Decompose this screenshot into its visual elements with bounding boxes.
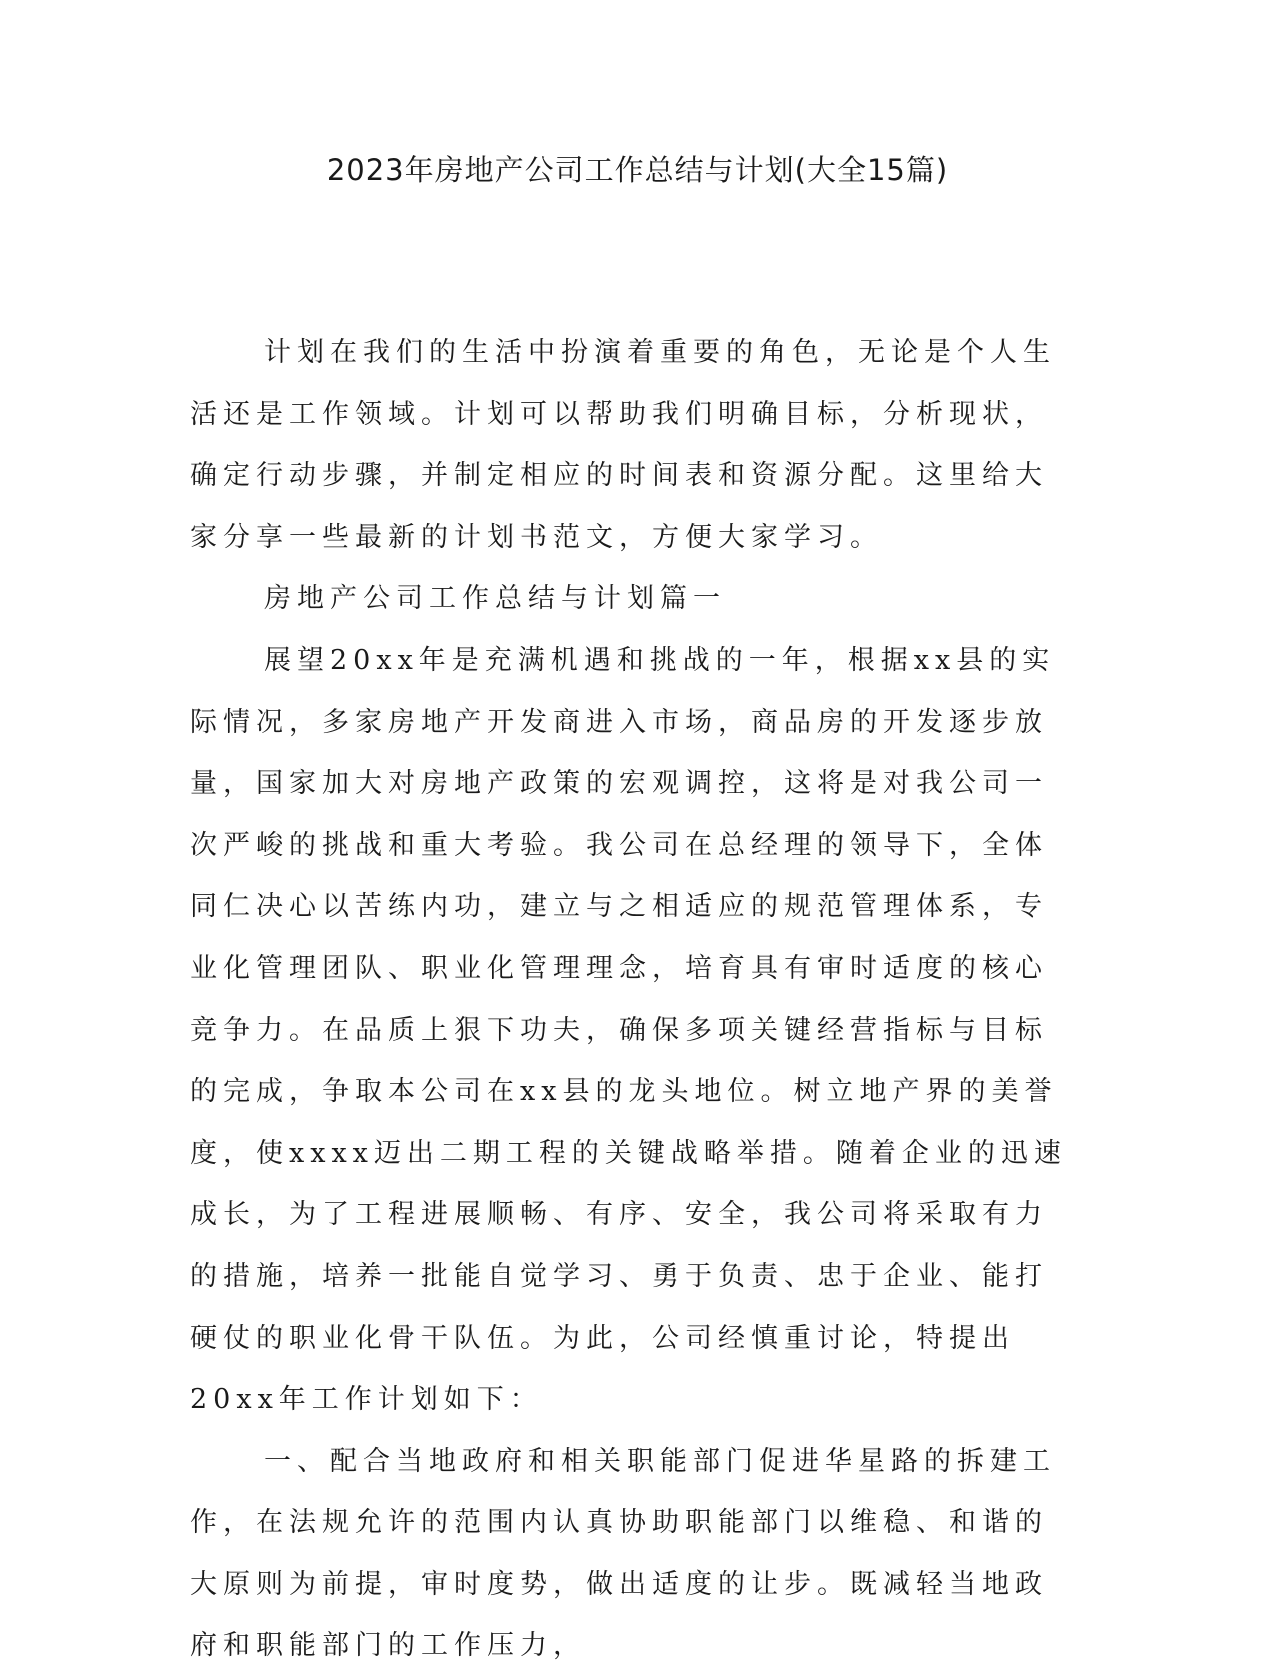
document-body — [190, 322, 1078, 1677]
section-heading: 房地产公司工作总结与计划篇一 — [264, 583, 726, 615]
body-paragraph: 一、配合当地政府和相关职能部门促进华星路的拆建工作，在法规允许的范围内认真协助职能部门以维稳、和谐的大原则为前提，审时度势，做出适度的让步。既减轻当地政府和职能部门的工作压力， — [190, 1445, 1056, 1662]
body-paragraph: 展望20xx年是充满机遇和挑战的一年，根据xx县的实际情况，多家房地产开发商进入市场，商品房的开发逐步放量，国家加大对房地产政策的宏观调控，这将是对我公司一次严峻的挑战和重大考验。我公司在总经理的领导下，全体同仁决心以苦练内功，建立与之相适应的规范管理体系，专业化管理团队、职业化管理理念，培育具有审时适度的核心竞争力。在品质上狠下功夫，确保多项关键经营指标与目标的完成，争取本公司在xx县的龙头地位。树立地产界的美誉度，使xxxx迈出二期工程的关键战略举措。随着企业的迅速成长，为了工程进展顺畅、有序、安全，我公司将采取有力的措施，培养一批能自觉学习、勇于负责、忠于企业、能打硬仗的职业化骨干队伍。为此，公司经慎重讨论，特提出20xx年工作计划如下： — [190, 644, 1067, 1416]
document-title: 2023年房地产公司工作总结与计划(大全15篇) — [326, 153, 949, 187]
intro-paragraph: 计划在我们的生活中扮演着重要的角色，无论是个人生活还是工作领域。计划可以帮助我们明确目标，分析现状，确定行动步骤，并制定相应的时间表和资源分配。这里给大家分享一些最新的计划书范文，方便大家学习。 — [190, 337, 1056, 553]
